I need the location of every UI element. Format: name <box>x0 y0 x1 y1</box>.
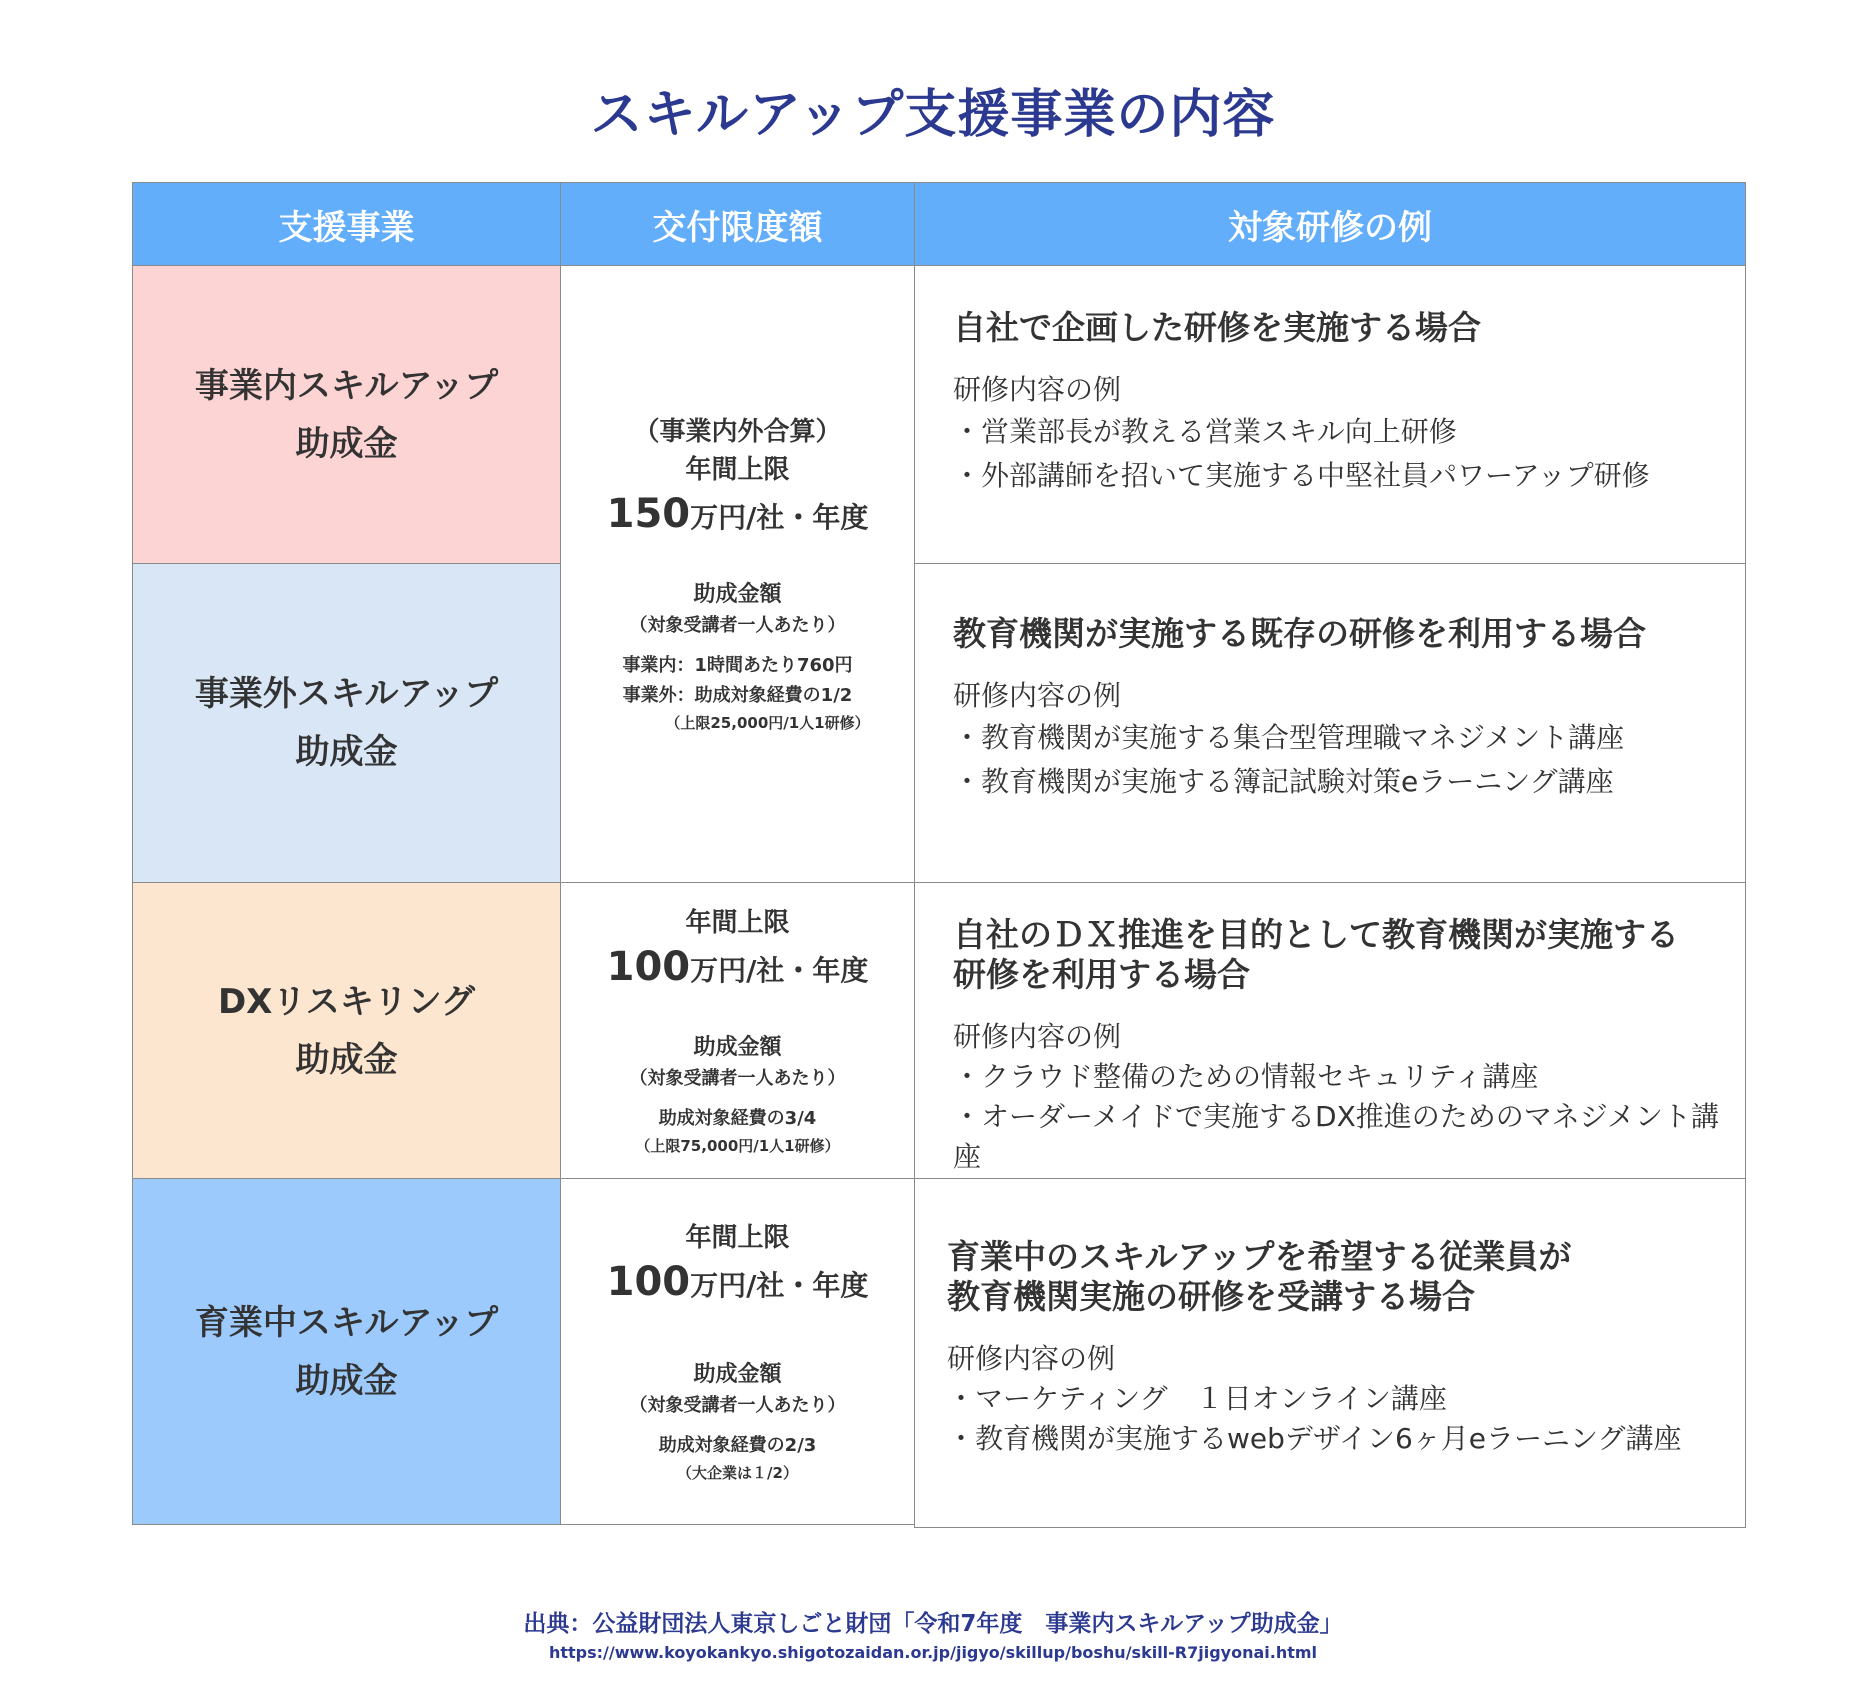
amount-limit <box>607 489 869 543</box>
amount-limit-label: 年間上限 <box>685 1222 790 1253</box>
source-url: https://www.koyokankyo.shigotozaidan.or.jp/jigyo/skillup/boshu/skill-R7jigyonai.html <box>548 1643 1318 1662</box>
example-item: ・ マーケティング １日オンライン講座 <box>947 1379 1745 1419</box>
example-item: ・ クラウド整備のための情報セキュリティ講座 <box>953 1057 1745 1097</box>
example-item: ・ 教育機関が実施する集合型管理職マネジメント講座 <box>953 716 1745 760</box>
program-name-line2: 助成金 <box>295 1039 398 1080</box>
amount-limit <box>607 1257 869 1311</box>
program-name-line1: 事業外スキルアップ <box>194 674 499 714</box>
amount-limit-value: 150 <box>606 491 691 537</box>
amount-limit-value: 100 <box>606 1258 691 1305</box>
program-name-line2: 助成金 <box>295 423 398 464</box>
grant-line-1: 助成対象経費の3/4 <box>658 1107 817 1129</box>
header-program: 支援事業 <box>132 182 561 266</box>
example-heading: 自社で企画した研修を実施する場合 <box>953 308 1481 347</box>
examples-jigyogai <box>914 563 1746 883</box>
amount-limit-label: 年間上限 <box>685 455 790 485</box>
grant-line-3: （上限25,000円/1人1研修） <box>665 714 870 732</box>
example-item: ・ 営業部長が教える営業スキル向上研修 <box>953 410 1745 454</box>
program-ikugyo <box>132 1178 561 1525</box>
source-citation: 出典：公益財団法人東京しごと財団「令和7年度 事業内スキルアップ助成金」 <box>523 1611 1343 1637</box>
amount-limit-label: 年間上限 <box>685 907 790 938</box>
example-label: 研修内容の例 <box>953 373 1122 406</box>
amount-limit-unit: 万円/社・年度 <box>690 953 869 987</box>
grant-line-1: 助成対象経費の2/3 <box>658 1434 817 1456</box>
example-heading: 教育機関が実施する既存の研修を利用する場合 <box>953 614 1646 653</box>
example-label: 研修内容の例 <box>947 1342 1116 1375</box>
grant-label: 助成金額 <box>693 582 782 607</box>
examples-dx <box>914 882 1746 1179</box>
subsidy-table <box>132 182 1746 1525</box>
examples-ikugyo <box>914 1178 1746 1528</box>
grant-line-1: 事業内：1時間あたり760円 <box>622 655 853 676</box>
example-heading: 自社のＤＸ推進を目的として教育機関が実施する <box>953 915 1679 954</box>
program-name-line1: DXリスキリング <box>217 981 476 1022</box>
amount-limit-value: 100 <box>606 943 691 990</box>
example-item: ・ 外部講師を招いて実施する中堅社員パワーアップ研修 <box>953 454 1745 498</box>
grant-label: 助成金額 <box>693 1361 782 1387</box>
grant-sub: （対象受講者一人あたり） <box>629 615 846 636</box>
amount-dx <box>560 882 915 1179</box>
example-heading-2: 教育機関実施の研修を受講する場合 <box>947 1277 1475 1316</box>
amount-ikugyo <box>560 1178 915 1525</box>
example-label: 研修内容の例 <box>953 1020 1122 1053</box>
amount-limit-unit: 万円/社・年度 <box>690 501 869 534</box>
example-item: ・ オーダーメイドで実施するDX推進のためのマネジメント講座 <box>953 1097 1745 1177</box>
program-name-line2: 助成金 <box>295 732 398 772</box>
example-label: 研修内容の例 <box>953 679 1122 712</box>
grant-line-2: （上限75,000円/1人1研修） <box>635 1136 840 1155</box>
examples-jigyonai <box>914 265 1746 564</box>
program-name-line2: 助成金 <box>295 1360 398 1401</box>
header-amount: 交付限度額 <box>560 182 915 266</box>
program-name-line1: 育業中スキルアップ <box>194 1302 499 1343</box>
example-heading: 育業中のスキルアップを希望する従業員が <box>947 1237 1572 1276</box>
grant-label: 助成金額 <box>693 1034 782 1060</box>
program-name-line1: 事業内スキルアップ <box>194 365 499 406</box>
amount-limit <box>607 942 869 996</box>
example-item: ・ 教育機関が実施する簿記試験対策eラーニング講座 <box>953 760 1745 804</box>
program-jigyogai <box>132 563 561 883</box>
grant-line-2: 事業外：助成対象経費の1/2 <box>622 685 853 706</box>
page-title: スキルアップ支援事業の内容 <box>590 85 1276 145</box>
program-jigyonai <box>132 265 561 564</box>
amount-combined <box>560 265 915 883</box>
header-examples: 対象研修の例 <box>914 182 1746 266</box>
example-heading-2: 研修を利用する場合 <box>953 955 1250 994</box>
grant-sub: （対象受講者一人あたり） <box>629 1394 846 1416</box>
amount-limit-unit: 万円/社・年度 <box>690 1268 869 1302</box>
amount-note: （事業内外合算） <box>633 417 842 447</box>
grant-sub: （対象受講者一人あたり） <box>629 1067 846 1089</box>
grant-line-2: （大企業は１/2） <box>677 1463 798 1482</box>
example-item: ・ 教育機関が実施するwebデザイン6ヶ月eラーニング講座 <box>947 1419 1745 1459</box>
program-dx-reskilling <box>132 882 561 1179</box>
